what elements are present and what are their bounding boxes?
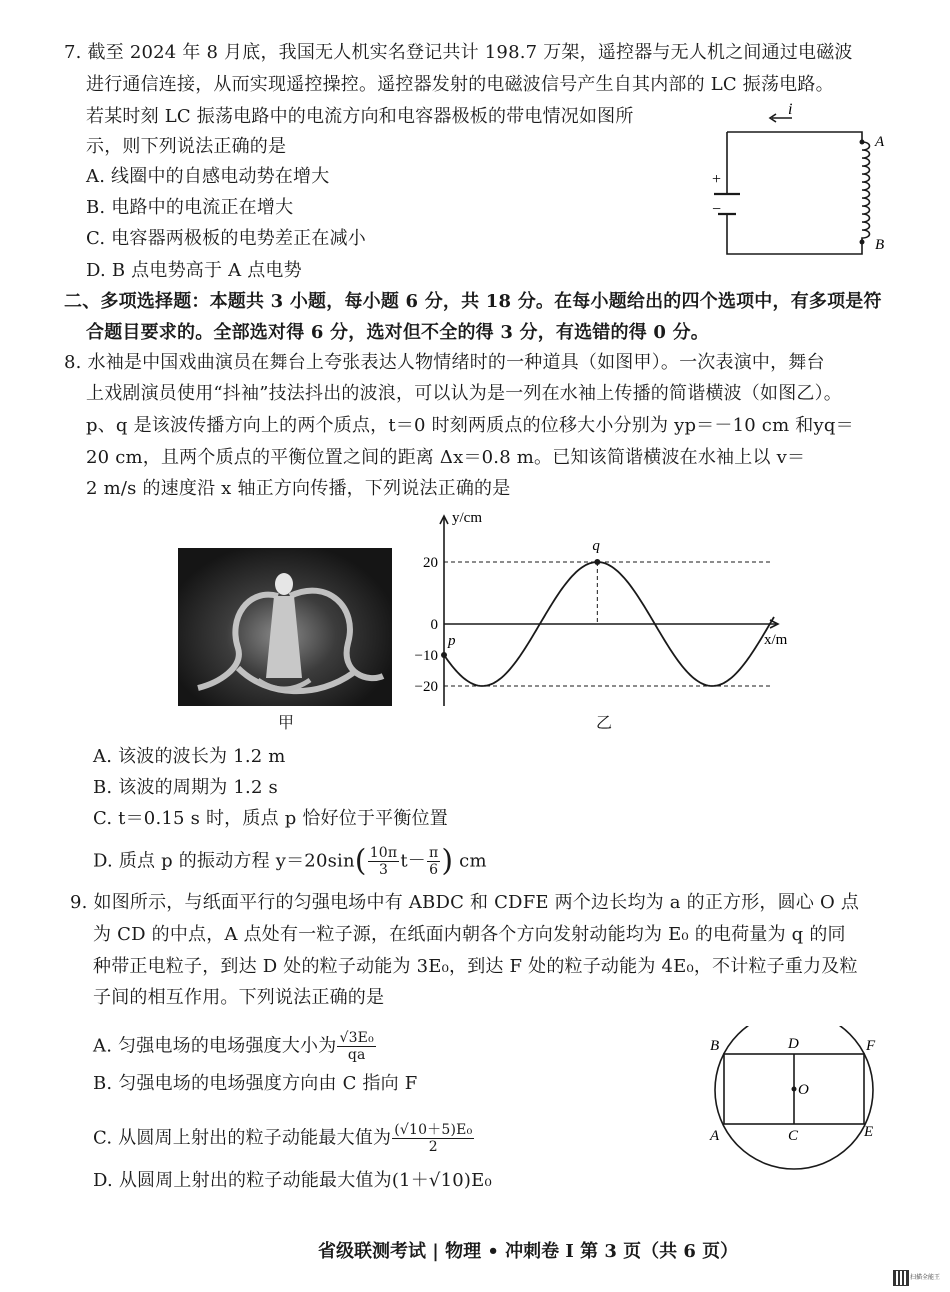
circle-squares-figure	[700, 1026, 890, 1176]
node-b	[860, 240, 865, 245]
y-tick-label: −20	[414, 679, 438, 695]
caption-jia: 甲	[278, 713, 295, 732]
q8-line-1: 8. 水袖是中国戏曲演员在舞台上夸张表达人物情绪时的一种道具（如图甲）。一次表演中，舞台	[64, 352, 825, 373]
q8-line-2: 上戏剧演员使用“抖袖”技法抖出的波浪，可以认为是一列在水袖上传播的简谐横波（如图乙）。	[86, 383, 842, 404]
q9-line-1: 9. 如图所示，与纸面平行的匀强电场中有 ABDC 和 CDFE 两个边长均为 a 的正方形，圆心 O 点	[70, 892, 860, 913]
q8-line-4: 20 cm，且两个质点的平衡位置之间的距离 Δx＝0.8 m。已知该简谐横波在水袖上以 v＝	[86, 447, 806, 468]
section-2-line-1: 二、多项选择题：本题共 3 小题，每小题 6 分，共 18 分。在每小题给出的四个选项中，有多项是符	[64, 291, 882, 312]
section-2-line-2: 合题目要求的。全部选对得 6 分，选对但不全的得 3 分，有选错的得 0 分。	[86, 322, 709, 343]
fraction-omega	[368, 845, 400, 878]
fraction-omega-num: 10π	[369, 845, 398, 861]
point-q-label: q	[592, 538, 600, 554]
q7-line-2: 进行通信连接，从而实现遥控操控。遥控器发射的电磁波信号产生自其内部的 LC 振荡电路。	[86, 74, 834, 95]
point-p-label: p	[448, 633, 456, 649]
q9-line-4: 子间的相互作用。下列说法正确的是	[93, 987, 385, 1008]
label-c: C	[788, 1128, 799, 1144]
caption-yi: 乙	[596, 713, 613, 732]
current-label: i	[788, 101, 793, 118]
q7-option-a: A. 线圈中的自感电动势在增大	[86, 166, 330, 187]
y-tick-label: 0	[430, 617, 438, 633]
label-f: F	[866, 1038, 876, 1054]
q8-line-3: p、q 是该波传播方向上的两个质点，t＝0 时刻两质点的位移大小分别为 yp＝－10 cm 和yq＝	[86, 415, 854, 436]
q8-option-c: C. t＝0.15 s 时，质点 p 恰好位于平衡位置	[93, 808, 448, 829]
qr-code-icon	[893, 1270, 909, 1286]
q8-line-5: 2 m/s 的速度沿 x 轴正方向传播，下列说法正确的是	[86, 478, 511, 499]
label-a: A	[875, 134, 885, 150]
label-o: O	[798, 1082, 809, 1098]
fraction-omega-den: 3	[378, 862, 389, 878]
q9-option-a	[93, 1030, 377, 1063]
page-footer: 省级联测考试 | 物理 • 冲刺卷 I 第 3 页（共 6 页）	[318, 1241, 739, 1262]
q7-line-3: 若某时刻 LC 振荡电路中的电流方向和电容器极板的带电情况如图所	[86, 106, 634, 127]
q9-option-a-num: √3E₀	[339, 1030, 374, 1046]
q7-line-4: 示，则下列说法正确的是	[86, 136, 287, 157]
q9-option-c-den: 2	[428, 1139, 438, 1155]
q8-option-d-mid: t－	[400, 850, 426, 872]
q7-option-c: C. 电容器两极板的电势差正在减小	[86, 228, 366, 249]
q9-line-3: 种带正电粒子，到达 D 处的粒子动能为 3E₀，到达 F 处的粒子动能为 4E₀，不计粒子重力及粒	[93, 956, 858, 977]
q8-option-d: D. 质点 p 的振动方程 y＝20sin( $\frac{10\pi}{3}$ t－ $\frac{\pi}{6}$ ) cm	[93, 843, 487, 879]
label-e: E	[864, 1124, 874, 1140]
scanner-mark: 扫描全能王	[910, 1274, 941, 1281]
q9-option-b: B. 匀强电场的电场强度方向由 C 指向 F	[93, 1073, 418, 1094]
fraction-phase	[427, 845, 440, 878]
label-b: B	[875, 237, 885, 253]
wave-chart	[408, 502, 808, 717]
q9-option-c-fraction	[392, 1122, 474, 1155]
y-tick-label: 20	[423, 555, 438, 571]
q9-option-c-num: (√10＋5)E₀	[394, 1122, 473, 1138]
x-axis-label: x/m	[764, 632, 788, 648]
q7-line-1: 7. 截至 2024 年 8 月底，我国无人机实名登记共计 198.7 万架，遥控器与无人机之间通过电磁波	[64, 42, 853, 63]
label-b-square: B	[710, 1038, 720, 1054]
y-tick-label: −10	[414, 648, 438, 664]
q9-option-a-prefix: A. 匀强电场的电场强度大小为	[93, 1035, 337, 1057]
minus-sign: −	[712, 201, 722, 218]
label-d: D	[788, 1036, 799, 1052]
q9-line-2: 为 CD 的中点，A 点处有一粒子源，在纸面内朝各个方向发射动能均为 E₀ 的电荷量为 q 的同	[93, 924, 846, 945]
point-p	[441, 652, 447, 658]
water-sleeve-photo	[178, 548, 392, 706]
q8-option-d-suffix: cm	[453, 850, 487, 872]
q9-option-a-fraction	[337, 1030, 375, 1063]
dancer-illustration	[178, 548, 392, 706]
q8-option-b: B. 该波的周期为 1.2 s	[93, 777, 278, 798]
y-axis-label: y/cm	[452, 510, 482, 526]
q8-option-a: A. 该波的波长为 1.2 m	[93, 746, 286, 767]
fraction-phase-num: π	[428, 845, 439, 861]
node-a	[860, 140, 865, 145]
q9-option-d: D. 从圆周上射出的粒子动能最大值为(1＋√10)E₀	[93, 1170, 492, 1191]
q9-option-c-prefix: C. 从圆周上射出的粒子动能最大值为	[93, 1127, 392, 1149]
q9-option-c	[93, 1122, 475, 1155]
center-point-o	[792, 1087, 797, 1092]
label-a-square: A	[710, 1128, 720, 1144]
plus-sign: +	[712, 171, 722, 188]
q7-option-b: B. 电路中的电流正在增大	[86, 197, 294, 218]
q8-option-d-prefix: D. 质点 p 的振动方程 y＝20sin	[93, 850, 355, 872]
point-q	[594, 559, 600, 565]
fraction-phase-den: 6	[429, 862, 439, 878]
lc-circuit-figure	[700, 96, 900, 266]
q7-option-d: D. B 点电势高于 A 点电势	[86, 260, 302, 281]
q9-option-a-den: qa	[347, 1047, 366, 1063]
